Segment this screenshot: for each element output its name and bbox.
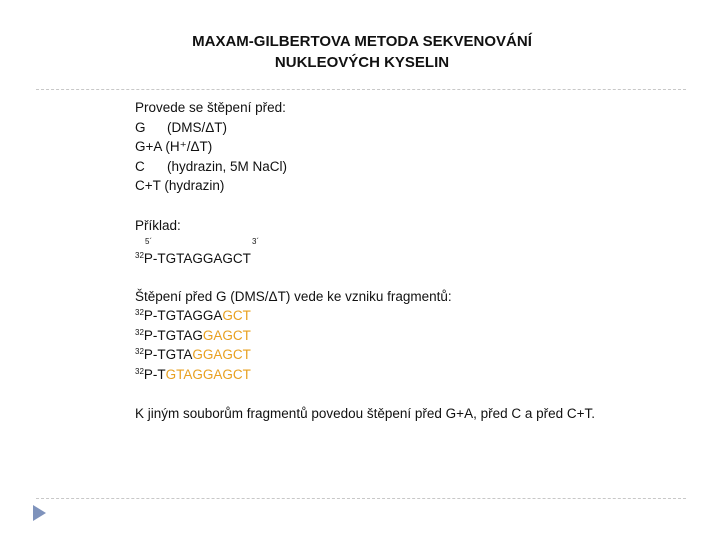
top-divider [36,89,686,90]
cleavage-reagent: (DMS/ΔT) [167,119,228,135]
fragment-kept: P-TGTAGGA [143,308,223,323]
isotope-label: 32 [135,251,144,260]
fragment-cleaved: GGAGCT [192,347,251,362]
isotope-label: 32 [135,327,144,337]
title-line-2: NUKLEOVÝCH KYSELIN [274,54,450,71]
fragment-kept: P-TGTA [143,347,193,362]
isotope-label: 32 [135,366,144,376]
cleavage-reagent: (hydrazin, 5M NaCl) [167,158,288,174]
fragment-row [135,306,695,326]
fragment-kept: P-T [143,366,166,382]
cleavage-item-ct: C+T (hydrazin) [135,178,225,193]
sequence-text: P-TGTAGGAGCT [143,251,251,266]
title-line-1: MAXAM-GILBERTOVA METODA SEKVENOVÁNÍ [192,33,532,50]
fragments-heading: Štěpení před G (DMS/ΔT) vede ke vzniku fragmentů: [135,288,452,304]
fragment-kept: P-TGTAG [143,327,203,343]
cleavage-item-g [135,118,695,138]
intro-text: Provede se štěpení před: [135,100,286,115]
bottom-divider [36,498,686,499]
fragment-row [135,326,695,346]
spacer [135,384,695,404]
slide-content [135,98,695,424]
fragment-cleaved: GCT [222,308,251,323]
isotope-label: 32 [135,347,144,356]
triangle-right-icon[interactable] [33,505,46,521]
sequence-ends [135,235,695,249]
cleavage-item-ga: G+A (H⁺/ΔT) [135,139,213,154]
three-prime-label: 3´ [252,237,260,246]
spacer [135,196,695,216]
fragment-cleaved: GTAGGAGCT [165,366,251,382]
cleavage-symbol: C [135,158,145,174]
cleavage-symbol: G [135,119,146,135]
example-label: Příklad: [135,217,181,233]
five-prime-label: 5´ [145,237,153,246]
isotope-label: 32 [135,308,144,317]
fragment-row [135,345,695,365]
fragment-row [135,365,695,385]
cleavage-item-c [135,157,695,177]
example-sequence [135,249,695,269]
spacer [135,269,695,287]
slide-title [0,31,720,73]
fragment-cleaved: GAGCT [202,327,251,343]
conclusion-text: K jiným souborům fragmentů povedou štěpení před G+A, před C a před C+T. [135,406,596,421]
